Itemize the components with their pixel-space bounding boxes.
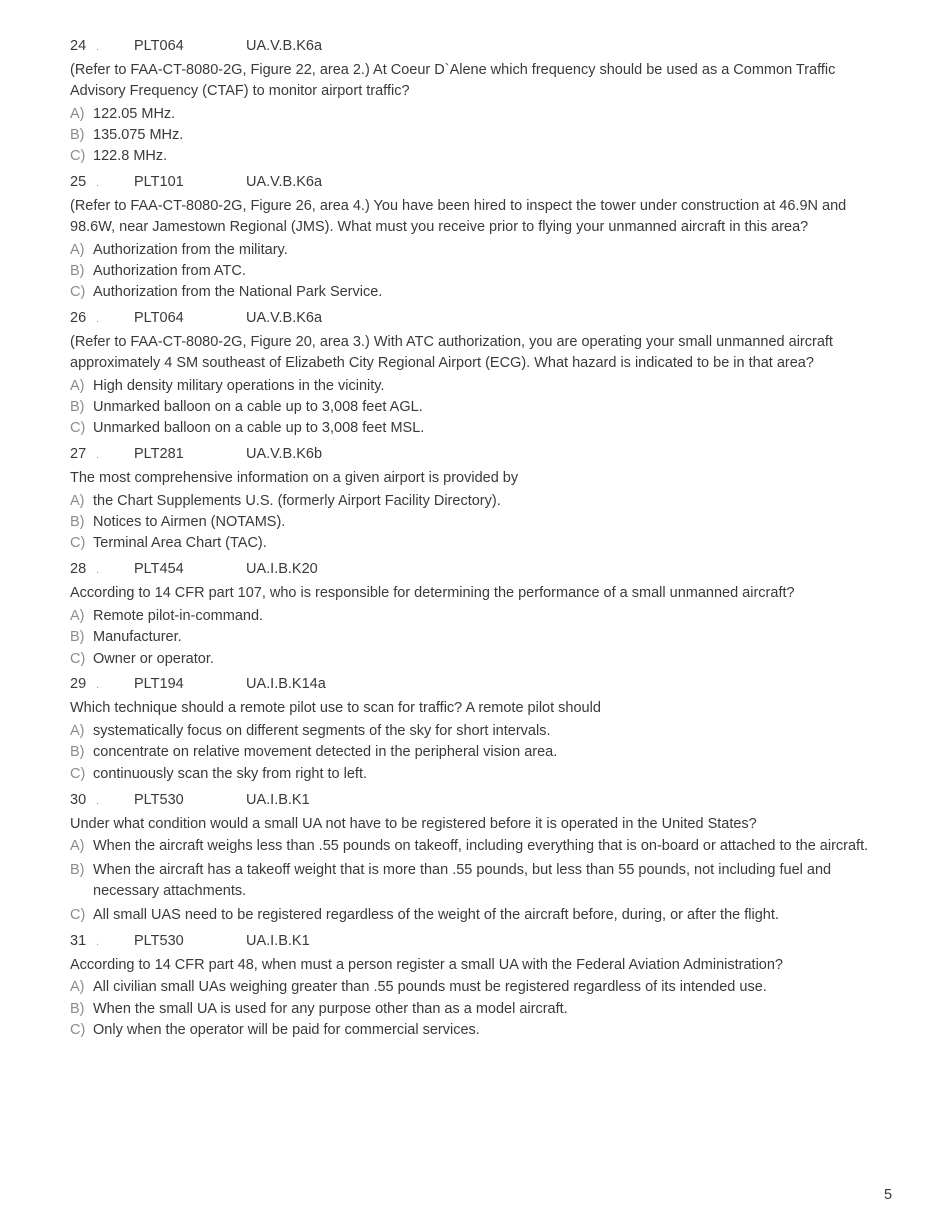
option-text: Notices to Airmen (NOTAMS). [93, 514, 286, 531]
answer-option-c [70, 764, 870, 785]
answer-option-b [70, 512, 870, 533]
option-letter: B) [70, 398, 85, 415]
question-code: PLT530 [134, 791, 184, 808]
question-number-dot: . [96, 312, 100, 325]
option-text: Terminal Area Chart (TAC). [93, 535, 267, 552]
question-acs-ref: UA.V.B.K6a [246, 309, 323, 326]
option-text: Unmarked balloon on a cable up to 3,008 feet MSL. [93, 420, 425, 437]
question-header [70, 446, 870, 468]
question-item [70, 446, 870, 554]
question-number: 25 [70, 173, 87, 190]
question-item [70, 792, 870, 926]
question-acs-ref: UA.V.B.K6b [246, 445, 323, 462]
question-number-dot: . [96, 176, 100, 189]
question-acs-ref: UA.I.B.K1 [246, 791, 310, 808]
answer-option-b [70, 261, 870, 282]
option-text: Manufacturer. [93, 629, 182, 646]
question-text: (Refer to FAA-CT-8080-2G, Figure 22, area 2.) At Coeur D`Alene which frequency should be used as a Common Traffic Advisory Frequency (CTAF) to monitor airport traffic? [70, 62, 836, 99]
question-header [70, 310, 870, 332]
option-text: 122.05 MHz. [93, 105, 176, 122]
option-text: the Chart Supplements U.S. (formerly Airport Facility Directory). [93, 492, 501, 509]
option-text: Only when the operator will be paid for commercial services. [93, 1021, 480, 1038]
answer-option-c [70, 1020, 870, 1041]
question-item [70, 561, 870, 669]
question-header [70, 676, 870, 698]
answer-option-b [70, 742, 870, 763]
question-text: According to 14 CFR part 107, who is responsible for determining the performance of a small unmanned aircraft? [70, 585, 795, 602]
question-number-dot: . [96, 564, 100, 577]
answer-option-c [70, 533, 870, 554]
question-header [70, 933, 870, 955]
option-text: When the aircraft weighs less than .55 pounds on takeoff, including everything that is on-board or attached to the aircraft. [93, 838, 869, 855]
question-text: Which technique should a remote pilot use to scan for traffic? A remote pilot should [70, 700, 601, 717]
option-text: High density military operations in the vicinity. [93, 377, 385, 394]
question-code: PLT281 [134, 445, 184, 462]
question-code: PLT064 [134, 38, 184, 54]
question-text: (Refer to FAA-CT-8080-2G, Figure 20, area 3.) With ATC authorization, you are operating your small unmanned aircraft approximately 4 SM southeast of Elizabeth City Regional Airport (ECG). What hazard is indicated to be in that area? [70, 333, 833, 371]
answer-option-b [70, 999, 870, 1020]
question-acs-ref: UA.I.B.K1 [246, 932, 310, 949]
question-header [70, 174, 870, 196]
option-letter: B) [70, 262, 85, 279]
answer-option-a [70, 376, 870, 397]
answer-option-a [70, 721, 870, 742]
option-letter: C) [70, 1021, 86, 1038]
option-text: 135.075 MHz. [93, 126, 184, 143]
question-code: PLT101 [134, 173, 184, 190]
question-acs-ref: UA.V.B.K6a [246, 38, 323, 54]
option-text: 122.8 MHz. [93, 148, 168, 165]
question-number: 30 [70, 791, 87, 808]
answer-option-c [70, 905, 870, 926]
question-acs-ref: UA.I.B.K14a [246, 676, 326, 693]
question-text: According to 14 CFR part 48, when must a person register a small UA with the Federal Aviation Administration? [70, 956, 783, 973]
question-header [70, 38, 870, 60]
question-code: PLT454 [134, 561, 184, 578]
option-letter: A) [70, 607, 85, 624]
question-number-dot: . [96, 794, 100, 807]
option-letter: C) [70, 906, 86, 923]
option-letter: C) [70, 765, 86, 782]
question-number: 28 [70, 561, 87, 578]
question-item [70, 933, 870, 1041]
option-text: Unmarked balloon on a cable up to 3,008 feet AGL. [93, 398, 423, 415]
option-letter: B) [70, 862, 85, 879]
answer-option-a [70, 606, 870, 627]
question-acs-ref: UA.I.B.K20 [246, 561, 318, 578]
answer-option-b [70, 397, 870, 418]
option-letter: C) [70, 284, 86, 301]
question-number-dot: . [96, 679, 100, 692]
question-text: Under what condition would a small UA not have to be registered before it is operated in the United States? [70, 815, 757, 832]
answer-option-b [70, 860, 870, 902]
option-letter: A) [70, 723, 85, 740]
question-number: 27 [70, 445, 87, 462]
answer-option-b [70, 125, 870, 146]
option-text: Authorization from the military. [93, 241, 288, 258]
question-number: 24 [70, 38, 87, 54]
answer-option-c [70, 418, 870, 439]
question-text: (Refer to FAA-CT-8080-2G, Figure 26, area 4.) You have been hired to inspect the tower under construction at 46.9N and 98.6W, near Jamestown Regional (JMS). What must you receive prior to flying your unmanned aircraft in this area? [70, 197, 847, 235]
option-text: Owner or operator. [93, 650, 214, 667]
question-item [70, 310, 870, 439]
page-number: 5 [884, 1187, 893, 1203]
question-number: 29 [70, 676, 87, 693]
option-text: continuously scan the sky from right to left. [93, 765, 368, 782]
question-item [70, 676, 870, 784]
option-text: concentrate on relative movement detected in the peripheral vision area. [93, 744, 558, 761]
option-letter: B) [70, 126, 85, 143]
option-letter: A) [70, 105, 85, 122]
question-code: PLT194 [134, 676, 184, 693]
option-text: When the small UA is used for any purpose other than as a model aircraft. [93, 1000, 568, 1017]
question-acs-ref: UA.V.B.K6a [246, 173, 323, 190]
option-text: systematically focus on different segments of the sky for short intervals. [93, 723, 551, 740]
option-letter: B) [70, 1000, 85, 1017]
option-letter: A) [70, 492, 85, 509]
question-list [70, 38, 870, 1048]
option-text: Authorization from the National Park Service. [93, 284, 383, 301]
option-letter: A) [70, 377, 85, 394]
answer-option-a [70, 977, 870, 998]
question-number-dot: . [96, 448, 100, 461]
question-code: PLT064 [134, 309, 184, 326]
option-letter: C) [70, 535, 86, 552]
question-number: 26 [70, 309, 87, 326]
answer-option-a [70, 104, 870, 125]
answer-option-b [70, 627, 870, 648]
answer-option-c [70, 282, 870, 303]
question-text: The most comprehensive information on a given airport is provided by [70, 469, 519, 486]
answer-option-a [70, 491, 870, 512]
option-letter: B) [70, 629, 85, 646]
question-number-dot: . [96, 935, 100, 948]
option-letter: C) [70, 650, 86, 667]
question-item [70, 38, 870, 167]
answer-option-a [70, 836, 870, 857]
answer-option-c [70, 146, 870, 167]
question-header [70, 792, 870, 814]
option-letter: C) [70, 148, 86, 165]
option-letter: A) [70, 979, 85, 996]
option-text: All civilian small UAs weighing greater than .55 pounds must be registered regardless of its intended use. [93, 979, 767, 996]
option-letter: C) [70, 420, 86, 437]
question-number-dot: . [96, 41, 100, 53]
option-letter: A) [70, 241, 85, 258]
question-item [70, 174, 870, 303]
option-text: When the aircraft has a takeoff weight that is more than .55 pounds, but less than 55 pounds, not including fuel and necessary attachments. [93, 862, 832, 899]
option-text: All small UAS need to be registered regardless of the weight of the aircraft before, during, or after the flight. [93, 906, 779, 923]
option-text: Authorization from ATC. [93, 262, 246, 279]
answer-option-c [70, 649, 870, 670]
answer-option-a [70, 240, 870, 261]
question-code: PLT530 [134, 932, 184, 949]
option-letter: B) [70, 514, 85, 531]
option-letter: B) [70, 744, 85, 761]
question-number: 31 [70, 932, 87, 949]
question-header [70, 561, 870, 583]
option-letter: A) [70, 838, 85, 855]
option-text: Remote pilot-in-command. [93, 607, 264, 624]
